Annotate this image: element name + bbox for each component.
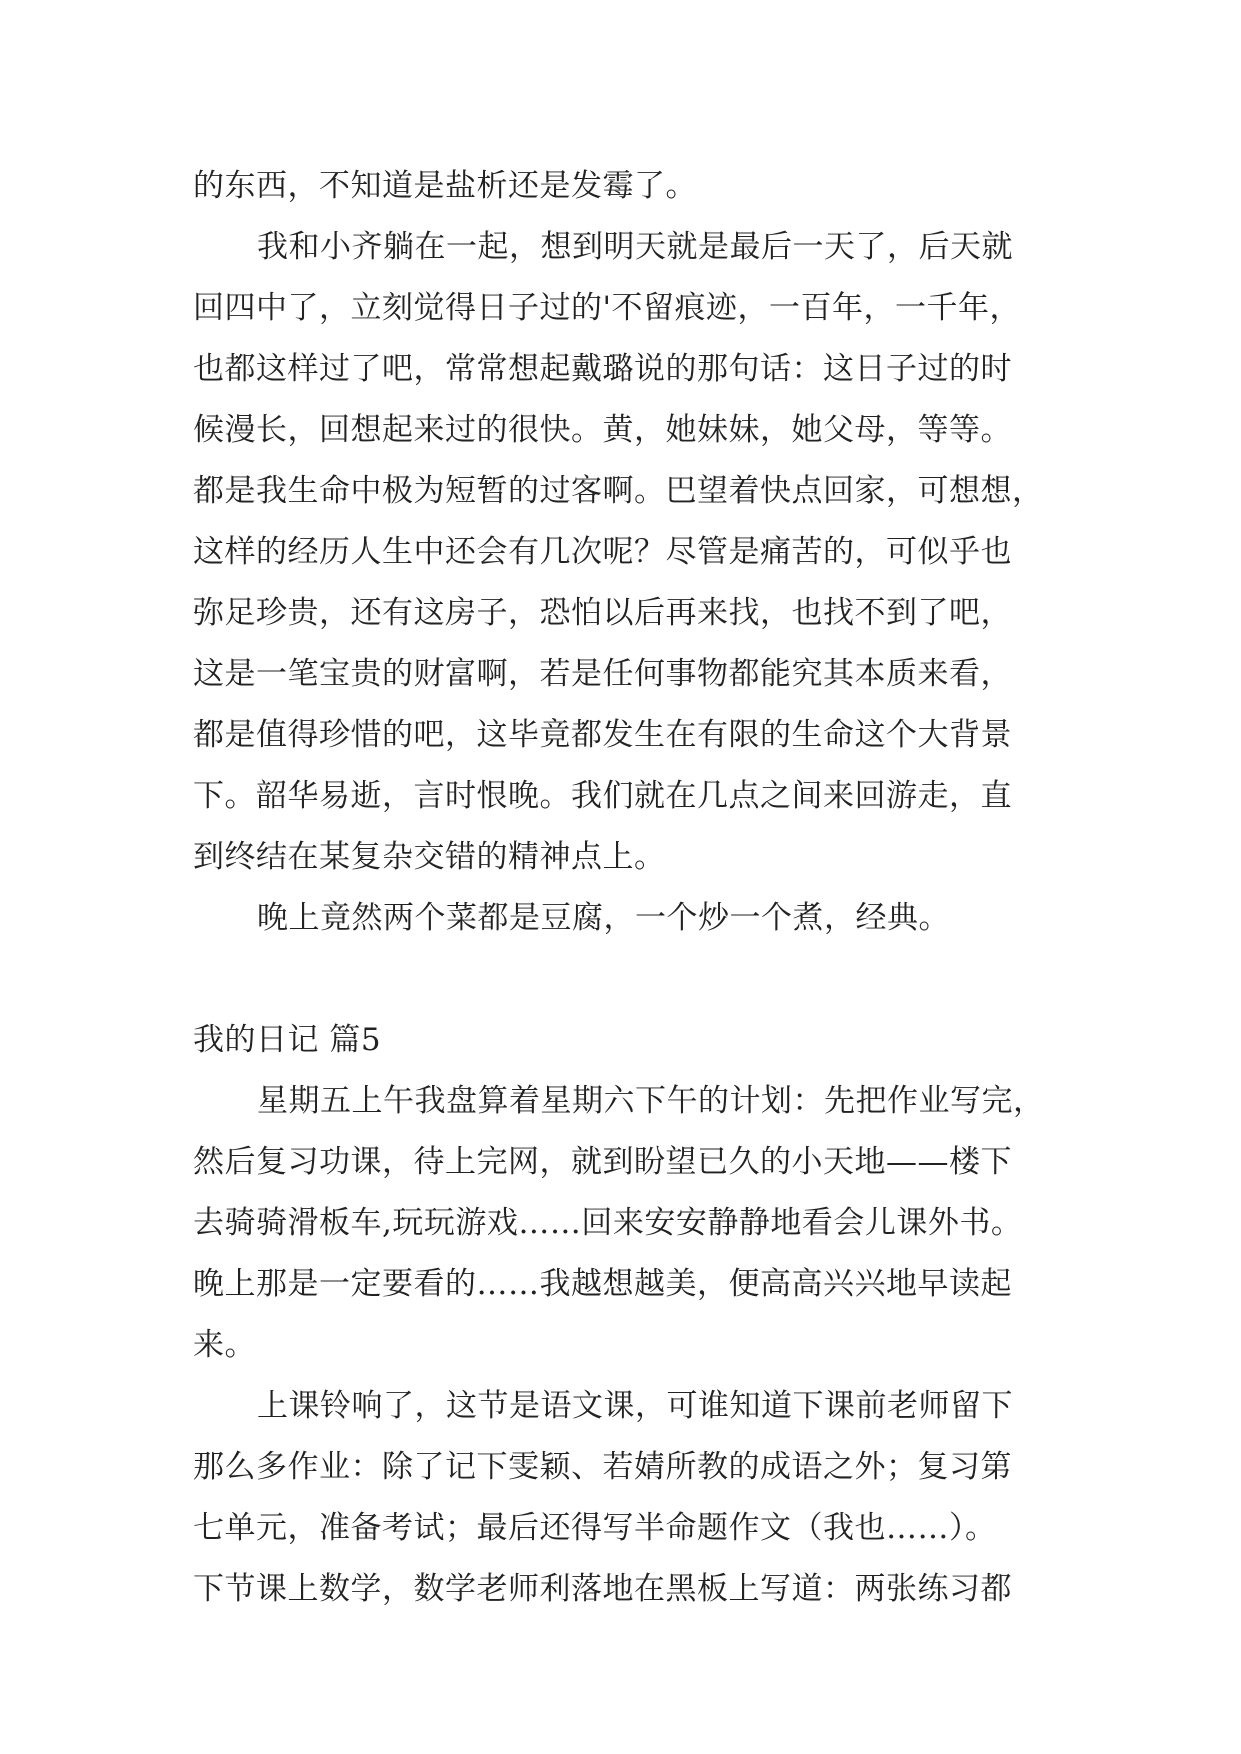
text-line: 七单元，准备考试；最后还得写半命题作文（我也……）。 — [193, 1510, 997, 1546]
text-line: 这样的经历人生中还会有几次呢？尽管是痛苦的，可似乎也 — [193, 534, 1012, 570]
text-line: 都是我生命中极为短暂的过客啊。巴望着快点回家，可想想， — [193, 473, 1044, 509]
text-line: 下。韶华易逝，言时恨晚。我们就在几点之间来回游走，直 — [193, 778, 1012, 814]
text-line: 的东西，不知道是盐析还是发霉了。 — [193, 168, 697, 204]
section-gap — [193, 949, 1073, 1010]
diary-entry-4-body — [193, 156, 1073, 949]
text-line: 去骑骑滑板车,玩玩游戏……回来安安静静地看会儿课外书。 — [193, 1205, 1023, 1241]
text-line: 回四中了，立刻觉得日子过的'不留痕迹，一百年，一千年， — [193, 290, 1022, 326]
text-line: 晚上那是一定要看的……我越想越美，便高高兴兴地早读起 — [193, 1266, 1012, 1302]
text-line: 候漫长，回想起来过的很快。黄，她妹妹，她父母，等等。 — [193, 412, 1012, 448]
text-line: 来。 — [193, 1327, 256, 1363]
text-line: 星期五上午我盘算着星期六下午的计划：先把作业写完， — [257, 1083, 1045, 1119]
document-body — [193, 156, 1073, 1620]
text-line: 下节课上数学，数学老师利落地在黑板上写道：两张练习都 — [193, 1571, 1012, 1607]
text-line: 弥足珍贵，还有这房子，恐怕以后再来找，也找不到了吧， — [193, 595, 1012, 631]
text-line: 这是一笔宝贵的财富啊，若是任何事物都能究其本质来看， — [193, 656, 1012, 692]
text-line: 也都这样过了吧，常常想起戴璐说的那句话：这日子过的时 — [193, 351, 1012, 387]
text-line: 我和小齐躺在一起，想到明天就是最后一天了，后天就 — [257, 229, 1013, 265]
text-line: 晚上竟然两个菜都是豆腐，一个炒一个煮，经典。 — [257, 900, 950, 936]
text-line: 到终结在某复杂交错的精神点上。 — [193, 839, 666, 875]
text-line: 上课铃响了，这节是语文课，可谁知道下课前老师留下 — [257, 1388, 1013, 1424]
section-title: 我的日记 篇5 — [193, 1022, 382, 1058]
text-line: 都是值得珍惜的吧，这毕竟都发生在有限的生命这个大背景 — [193, 717, 1012, 753]
text-line: 那么多作业：除了记下雯颖、若婧所教的成语之外；复习第 — [193, 1449, 1012, 1485]
text-line: 然后复习功课，待上完网，就到盼望已久的小天地——楼下 — [193, 1144, 1012, 1180]
diary-entry-5-body — [193, 1071, 1073, 1620]
